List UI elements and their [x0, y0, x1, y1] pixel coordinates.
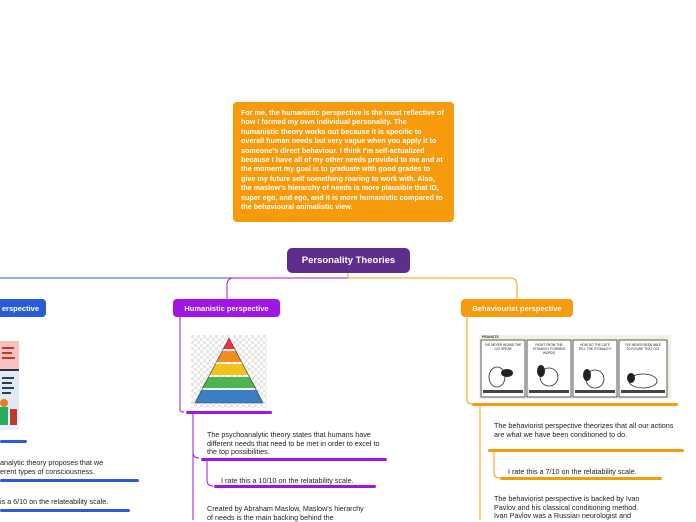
behaviourist-text-underline — [488, 449, 684, 452]
reflection-note[interactable]: For me, the humanistic perspective is the most reflective of how I formed my own individual personality. The humanistic theory works out because it is specific to overall human needs but very vague when you apply it to someone's direct behaviour. I think I'm self-actualized because I have all of my other needs provided to me and at the moment my goal is to graduate with good grades to give my future self something roaring to work with. Also, the maslow's hierarchy of needs is more plausible that ID, super ego, and ego, and it is more humanistic compared to the behavioural animalistic view. — [233, 102, 454, 222]
behaviourist-label: Behaviourist perspective — [472, 303, 562, 313]
humanistic-text-underline — [201, 458, 387, 461]
psychoanalytic-image-underline — [0, 440, 27, 443]
comic-caption-2: RIGHT FROM THE STOMACH, FORMING WORDS — [532, 343, 566, 355]
psychoanalytic-text-underline — [0, 479, 139, 482]
psychoanalytic-label: erspective — [1, 303, 39, 313]
humanistic-text-2-line2: of needs is the main backing behind the — [207, 512, 334, 522]
behaviourist-rating-underline — [500, 477, 662, 480]
psychoanalytic-text-line2: erent types of consciousness. — [0, 466, 95, 476]
psychoanalytic-rating[interactable]: is a 6/10 on the relateability scale. — [0, 497, 109, 506]
behaviourist-text-2-line1: The behaviorist perspective is backed by Ivan — [494, 494, 640, 503]
humanistic-text[interactable]: The psychoanalytic theory states that humans have different needs that need to be met in order to excel to the top possibilities. — [207, 430, 380, 457]
behaviourist-text-2-line2: Pavlov and his classical conditioning method. — [494, 502, 639, 512]
psychoanalytic-branch[interactable] — [0, 299, 46, 317]
behaviourist-image-underline — [472, 403, 678, 406]
humanistic-branch[interactable] — [173, 299, 280, 317]
iceberg-image — [0, 341, 19, 430]
humanistic-image-underline — [186, 411, 272, 414]
humanistic-rating[interactable]: I rate this a 10/10 on the relatability scale. — [221, 476, 354, 485]
comic-caption-4: I'VE NEVER BEEN ABLE TO FIGURE THAT OUT — [624, 343, 662, 351]
behaviourist-text-2-line3: Ivan Pavlov was a Russian neurologist and — [494, 511, 632, 521]
central-topic[interactable]: Personality Theories — [287, 248, 410, 273]
maslow-pyramid-image — [191, 335, 267, 408]
psychoanalytic-rating-underline — [0, 509, 130, 512]
humanistic-rating-underline — [214, 485, 376, 488]
comic-title: PEANUTS — [482, 335, 499, 339]
humanistic-text-2[interactable] — [207, 505, 364, 522]
behaviourist-rating[interactable]: I rate this a 7/10 on the relatability scale. — [508, 467, 637, 476]
comic-caption-3: HOW DO THE CATS TELL THE STOMACH? — [578, 343, 612, 351]
humanistic-text-2-line1: Created by Abraham Maslow, Maslow's hierarchy — [207, 504, 364, 513]
psychoanalytic-text-line1: analytic theory proposes that we — [0, 458, 104, 467]
behaviourist-text-2[interactable] — [494, 495, 639, 521]
comic-caption-1: I'VE NEVER HEARD THE CAT SPEAK — [484, 343, 522, 351]
behaviourist-branch[interactable] — [461, 299, 573, 317]
psychoanalytic-text[interactable] — [0, 459, 135, 476]
humanistic-label: Humanistic perspective — [184, 303, 269, 313]
behaviourist-text[interactable]: The behaviorist perspective theorizes that all our actions are what we have been conditioned to do. — [494, 421, 674, 439]
peanuts-comic-image — [479, 335, 671, 399]
